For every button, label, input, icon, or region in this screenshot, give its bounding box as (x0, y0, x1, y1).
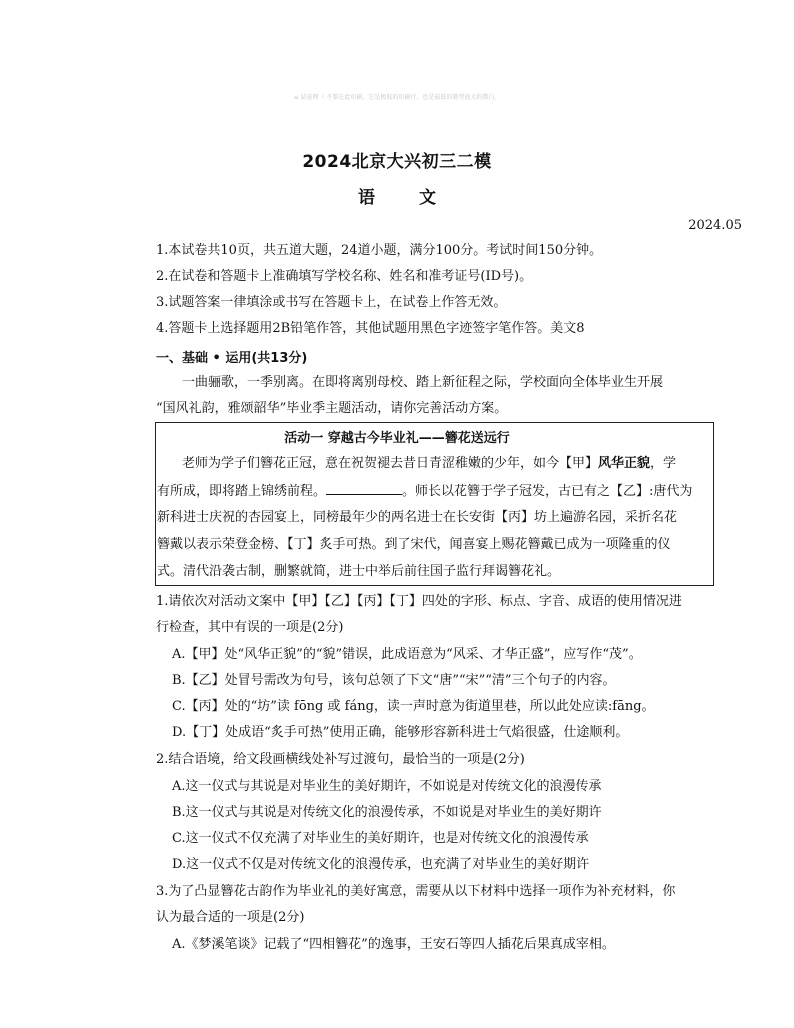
instruction-4: 4.答题卡上选择题用2B铅笔作答，其他试题用黑色字迹签字笔作答。美文8 (156, 321, 585, 336)
passage-line-2-pre: 有所成，即将踏上锦绣前程。 (157, 484, 327, 499)
activity-title: 活动一 穿越古今毕业礼——簪花送远行 (284, 431, 510, 446)
passage-line-1-pre: 老师为学子们簪花正冠，意在祝贺褪去昔日青涩稚嫩的少年，如今【甲】 (182, 456, 599, 471)
exam-title: 2024北京大兴初三二模 (302, 152, 492, 172)
watermark-text: ≡ 試卷网（ 不要在此印刷，它是极低的印刷行。也是最低的微型放大的微白。 (293, 94, 501, 101)
q1-stem-2: 行检查，其中有误的一项是(2分) (156, 620, 344, 635)
q1-option-b: B.【乙】处冒号需改为句号，该句总领了下文“唐”“宋”“清”三个句子的内容。 (172, 673, 616, 688)
exam-date: 2024.05 (688, 218, 742, 233)
q3-stem-1: 3.为了凸显簪花古韵作为毕业礼的美好寓意，需要从以下材料中选择一项作为补充材料，你 (156, 884, 676, 899)
q2-option-c: C.这一仪式不仅充满了对毕业生的美好期许，也是对传统文化的浪漫传承 (172, 831, 589, 846)
passage-line-1 (182, 455, 676, 472)
instruction-1: 1.本试卷共10页，共五道大题，24道小题，满分100分。考试时间150分钟。 (156, 243, 603, 258)
q1-option-d: D.【丁】处成语“炙手可热”使用正确，能够形容新科进士气焰很盛，仕途顺利。 (172, 725, 629, 740)
q3-option-a: A.《梦溪笔谈》记载了“四相簪花”的逸事，王安石等四人插花后果真成宰相。 (172, 937, 615, 952)
q1-option-a: A.【甲】处“风华正貌”的“貌”错误，此成语意为“风采、才华正盛”，应写作“茂”。 (172, 647, 642, 662)
exam-subject: 语 文 (358, 188, 436, 208)
passage-box (155, 422, 714, 586)
passage-line-2 (157, 482, 692, 500)
q2-option-d: D.这一仪式不仅是对传统文化的浪漫传承，也充满了对毕业生的美好期许 (172, 857, 590, 872)
passage-line-1-post: ，学 (650, 456, 677, 471)
passage-line-2-post: 。师长以花簪于学子冠发，古已有之【乙】:唐代为 (402, 484, 693, 499)
fill-in-blank (326, 482, 402, 495)
instruction-3: 3.试题答案一律填涂或书写在答题卡上，在试卷上作答无效。 (156, 295, 507, 310)
instruction-2: 2.在试卷和答题卡上准确填写学校名称、姓名和准考证号(ID号)。 (156, 269, 533, 284)
q3-stem-2: 认为最合适的一项是(2分) (156, 910, 305, 925)
q2-stem: 2.结合语境，给文段画横线处补写过渡句，最恰当的一项是(2分) (156, 752, 525, 767)
passage-line-5: 式。清代沿袭古制，删繁就简，进士中举后前往国子监行拜谒簪花礼。 (157, 564, 561, 579)
passage-line-3: 新科进士庆祝的杏园宴上，同榜最年少的两名进士在长安街【丙】坊上遍游名园，采折名花 (157, 510, 678, 525)
passage-line-4: 簪戴以表示荣登金榜、【丁】炙手可热。到了宋代，闻喜宴上赐花簪戴已成为一项隆重的仪 (157, 537, 671, 552)
q1-option-c: C.【丙】处的“坊”读 fōng 或 fáng，读一声时意为街道里巷，所以此处应读:fāng。 (172, 699, 655, 714)
passage-bold-phrase: 风华正貌 (598, 456, 651, 471)
intro-line-2: “国风礼韵，雅颂韶华”毕业季主题活动，请你完善活动方案。 (156, 401, 508, 416)
section-heading: 一、基础 • 运用(共13分) (156, 351, 308, 366)
q2-option-b: B.这一仪式与其说是对传统文化的浪漫传承，不如说是对毕业生的美好期许 (172, 805, 602, 820)
intro-line-1: 一曲骊歌，一季别离。在即将离别母校、踏上新征程之际，学校面向全体毕业生开展 (182, 375, 664, 390)
q1-stem-1: 1.请依次对活动文案中【甲】【乙】【丙】【丁】四处的字形、标点、字音、成语的使用情况进 (156, 594, 682, 609)
q2-option-a: A.这一仪式与其说是对毕业生的美好期许，不如说是对传统文化的浪漫传承 (172, 779, 602, 794)
